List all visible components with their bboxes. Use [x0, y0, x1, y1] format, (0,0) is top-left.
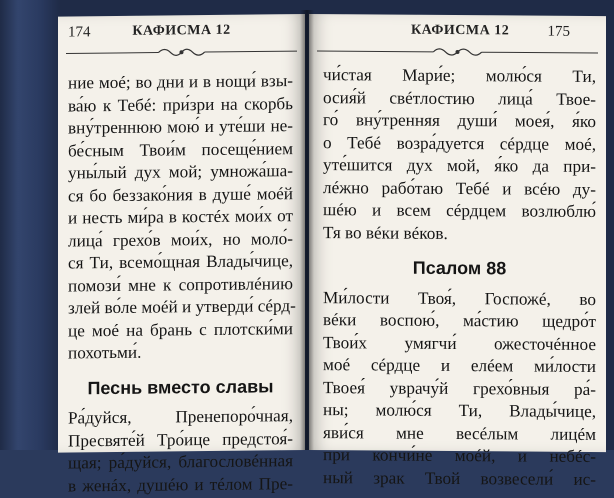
header-ornament	[317, 44, 598, 60]
running-title: КАФИСМА 12	[132, 22, 231, 39]
left-page-header	[66, 22, 297, 44]
text-line: при кончи́не моéй, и небéс-	[323, 445, 596, 467]
left-page-text	[68, 70, 296, 497]
right-page-header	[317, 22, 598, 44]
text-line: моé сéрдце и елéем ми́лости	[323, 355, 596, 377]
text-line: помози́ мне к сопротивлéнию	[68, 273, 293, 295]
text-line: Тя во вéки вéков.	[323, 222, 448, 243]
text-line: це моé на брань с плотски́ми	[68, 318, 293, 340]
left-page	[58, 14, 305, 495]
text-line: ны; молю́ся Ти, Влады́чице,	[323, 400, 596, 422]
text-line: вéки воспою́, ма́стию щедро́т	[323, 310, 596, 332]
right-page-text	[323, 64, 596, 491]
text-line: осия́й свéтлостию лица́ Твое-	[323, 87, 596, 109]
text-line: в женáх, душéю и тéлом Пре-	[68, 473, 293, 495]
running-title: КАФИСМА 12	[411, 22, 510, 39]
text-line: ва́ю к Тебé: при́зри на скорбь	[68, 93, 293, 115]
text-line: уны́лый дух мой; умножа́ша-	[68, 161, 293, 183]
text-line: чи́стая Мари́е; молю́ся Ти,	[323, 65, 596, 87]
text-line: ный зрак Твой возвесели́ ис-	[323, 467, 596, 489]
text-line: Ра́дуйся, Пренепоро́чная,	[68, 406, 293, 428]
right-page	[309, 14, 606, 489]
text-line: Твоея́ уврачу́й грехо́вныя ра́-	[323, 377, 596, 399]
text-line: лéжно рабо́таю Тебé и всéю ду-	[323, 177, 596, 199]
text-line: Пресвяте́й Тро́ице предстоя́-	[68, 428, 293, 450]
text-line: и несть ми́ра в костéх мои́х от	[68, 206, 293, 228]
text-line: ние моé; во дни и в нощи́ взы-	[68, 71, 293, 93]
section-heading: Песнь вместо славы	[87, 375, 274, 398]
text-line: похотьми́.	[68, 342, 142, 363]
text-line: Ми́лости Твоя́, Госпожé, во	[323, 287, 596, 309]
section-heading: Псалом 88	[412, 257, 507, 279]
text-line: лица́ грехо́в мои́х, но моло́-	[68, 228, 293, 250]
text-line: шéю и всем сéрдцем возлюблю́	[323, 200, 596, 222]
text-line: щая; ра́дуйся, благословéнная	[68, 451, 293, 473]
page-number: 174	[68, 24, 91, 41]
text-line: уте́шится дух мой, я́ко да при-	[323, 155, 596, 177]
text-line: ся бо беззако́ния в душе́ моéй	[68, 183, 293, 205]
text-line: го́ вну́тренняя души́ моея́, я́ко	[323, 110, 596, 132]
book-gutter	[300, 10, 314, 450]
page-number: 175	[547, 23, 570, 40]
text-line: ся Ти, всемо́щная Влады́чице,	[68, 251, 293, 273]
text-line: Твои́х умягчи́ ожесточéнное	[323, 332, 596, 354]
text-line: о Тебé возра́дуется сéрдце моé,	[323, 132, 596, 154]
text-line: бе́сным Твои́м посеще́нием	[68, 138, 293, 160]
text-line: яви́ся мне весéлым лицéм	[323, 422, 596, 444]
header-ornament	[66, 44, 297, 60]
text-line: злей во́ле моéй и утверди́ сéрд-	[68, 296, 296, 318]
text-line: вну́треннюю мою́ и уте́ши не-	[68, 116, 293, 138]
